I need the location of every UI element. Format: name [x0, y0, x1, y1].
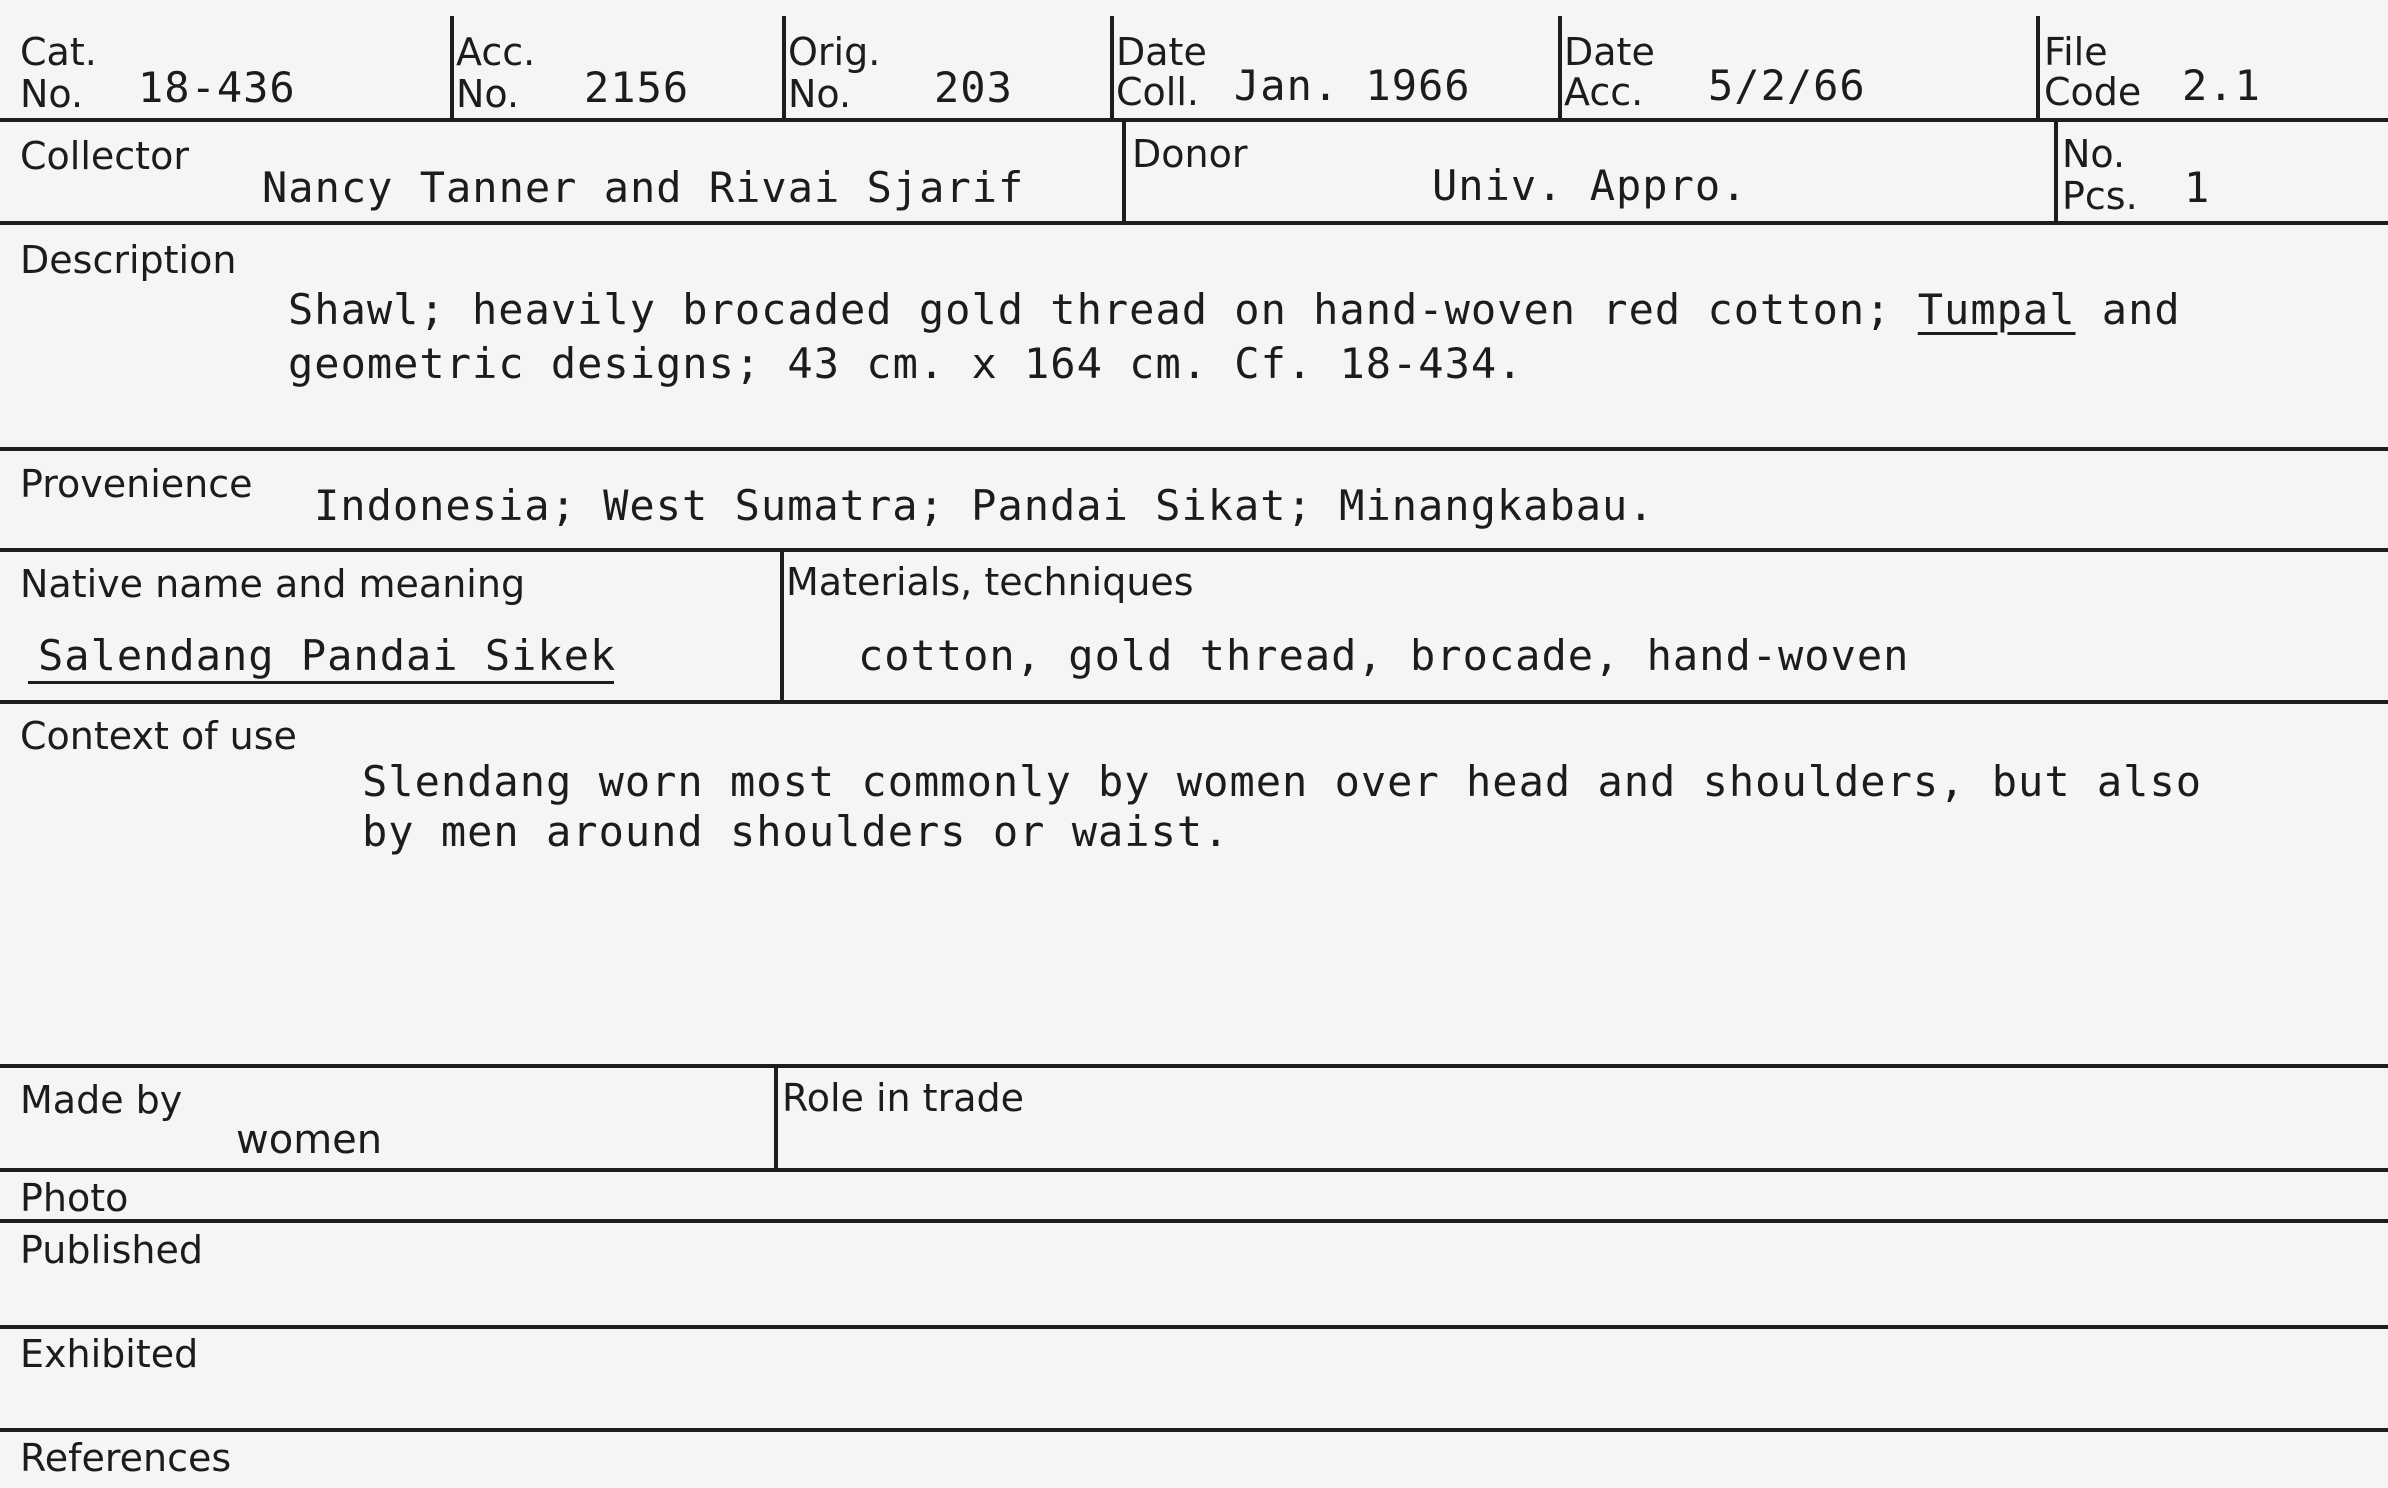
cat-label-no: No.	[20, 72, 84, 116]
orig-label-no: No.	[788, 72, 852, 116]
date-coll-label: Date	[1116, 30, 1207, 74]
acc-number: 2156	[584, 63, 690, 112]
provenience-value: Indonesia; West Sumatra; Pandai Sikat; Minangkabau.	[314, 481, 1655, 530]
pieces-label: No.	[2062, 132, 2126, 176]
rule-collector-bottom	[0, 221, 2388, 225]
rule-madeby-bottom	[0, 1168, 2388, 1172]
donor-value: Univ. Appro.	[1432, 161, 1748, 210]
rule-context-bottom	[0, 1064, 2388, 1068]
native-name-label: Native name and meaning	[20, 562, 526, 606]
divider-acc-orig	[782, 16, 786, 120]
orig-label: Orig.	[788, 30, 881, 74]
divider-native-materials	[780, 550, 784, 702]
date-acc-label-acc: Acc.	[1564, 70, 1644, 114]
rule-exhibited-bottom	[0, 1428, 2388, 1432]
role-in-trade-label: Role in trade	[782, 1076, 1024, 1120]
divider-cat-acc	[450, 16, 454, 120]
date-accessioned: 5/2/66	[1708, 61, 1866, 110]
date-collected: Jan. 1966	[1234, 61, 1471, 110]
collector-label: Collector	[20, 134, 189, 178]
published-label: Published	[20, 1228, 203, 1272]
photo-label: Photo	[20, 1176, 129, 1220]
cat-number: 18-436	[138, 63, 296, 112]
rule-published-bottom	[0, 1325, 2388, 1329]
materials-label: Materials, techniques	[786, 560, 1194, 604]
orig-number: 203	[934, 63, 1013, 112]
cat-label: Cat.	[20, 30, 97, 74]
divider-madeby-role	[774, 1066, 778, 1170]
donor-label: Donor	[1132, 132, 1248, 176]
description-line-2: geometric designs; 43 cm. x 164 cm. Cf. 18-434.	[288, 339, 1524, 388]
native-name-underline	[28, 681, 614, 684]
divider-orig-datecoll	[1110, 16, 1114, 120]
made-by-value: women	[236, 1117, 383, 1163]
description-label: Description	[20, 238, 237, 282]
exhibited-label: Exhibited	[20, 1332, 199, 1376]
divider-datecoll-dateacc	[1558, 16, 1562, 120]
pieces-value: 1	[2184, 163, 2211, 212]
collector-value: Nancy Tanner and Rivai Sjarif	[262, 163, 1025, 212]
rule-native-bottom	[0, 700, 2388, 704]
tumpal-term: Tumpal	[1917, 285, 2076, 334]
description-line-1: Shawl; heavily brocaded gold thread on hand-woven red cotton; Tumpal and	[288, 285, 2181, 334]
rule-header-bottom	[0, 118, 2388, 122]
acc-label-no: No.	[456, 72, 520, 116]
context-line-2: by men around shoulders or waist.	[362, 807, 1230, 856]
materials-value: cotton, gold thread, brocade, hand-woven	[858, 631, 1910, 680]
file-label: File	[2044, 30, 2108, 74]
date-acc-label: Date	[1564, 30, 1655, 74]
rule-photo-bottom	[0, 1219, 2388, 1223]
file-code: 2.1	[2182, 61, 2261, 110]
references-label: References	[20, 1436, 232, 1480]
made-by-label: Made by	[20, 1078, 183, 1122]
rule-provenience-bottom	[0, 548, 2388, 552]
rule-description-bottom	[0, 447, 2388, 451]
acc-label: Acc.	[456, 30, 536, 74]
divider-dateacc-file	[2036, 16, 2040, 120]
divider-donor-pieces	[2054, 120, 2058, 223]
divider-collector-donor	[1122, 120, 1126, 223]
context-label: Context of use	[20, 714, 297, 758]
date-coll-label-coll: Coll.	[1116, 70, 1199, 114]
pieces-label-pcs: Pcs.	[2062, 174, 2138, 218]
native-name-value: Salendang Pandai Sikek	[38, 631, 617, 680]
provenience-label: Provenience	[20, 462, 253, 506]
file-label-code: Code	[2044, 70, 2142, 114]
context-line-1: Slendang worn most commonly by women over head and shoulders, but also	[362, 757, 2203, 806]
